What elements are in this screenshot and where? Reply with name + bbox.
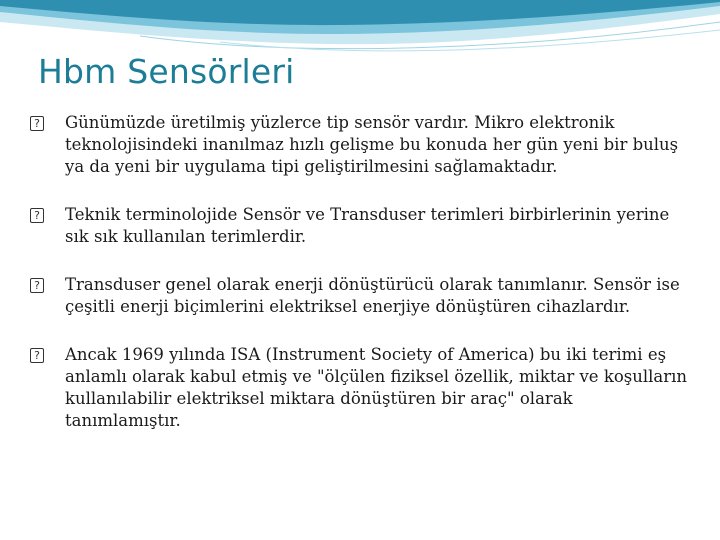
bullet-text: Teknik terminolojide Sensör ve Transduser terimleri birbirlerinin yerine sık sık kullanılan terimlerdir.: [65, 205, 670, 246]
bullet-marker-icon: ?: [30, 278, 44, 293]
bullet-text: Günümüzde üretilmiş yüzlerce tip sensör vardır. Mikro elektronik teknolojisindeki inanılmaz hızlı gelişme bu konuda her gün yeni bir buluş ya da yeni bir uygulama tipi geliştirilmesini sağlamaktadır.: [65, 113, 679, 176]
bullet-item: [30, 112, 690, 178]
slide-title: Hbm Sensörleri: [38, 52, 295, 91]
bullet-marker-icon: ?: [30, 348, 44, 363]
bullet-item: [30, 344, 690, 432]
bullet-marker-icon: ?: [30, 208, 44, 223]
bullet-text: Transduser genel olarak enerji dönüştürücü olarak tanımlanır. Sensör ise çeşitli enerji biçimlerini elektriksel enerjiye dönüştüren cihazlardır.: [65, 275, 680, 316]
bullet-item: [30, 204, 690, 248]
bullet-item: [30, 274, 690, 318]
bullet-list: [30, 112, 690, 432]
bullet-text: Ancak 1969 yılında ISA (Instrument Society of America) bu iki terimi eş anlamlı olarak kabul etmiş ve "ölçülen fiziksel özellik, miktar ve koşulların kullanılabilir elektriksel miktara dönüştüren bir araç" olarak tanımlamıştır.: [65, 345, 688, 430]
bullet-marker-icon: ?: [30, 116, 44, 131]
